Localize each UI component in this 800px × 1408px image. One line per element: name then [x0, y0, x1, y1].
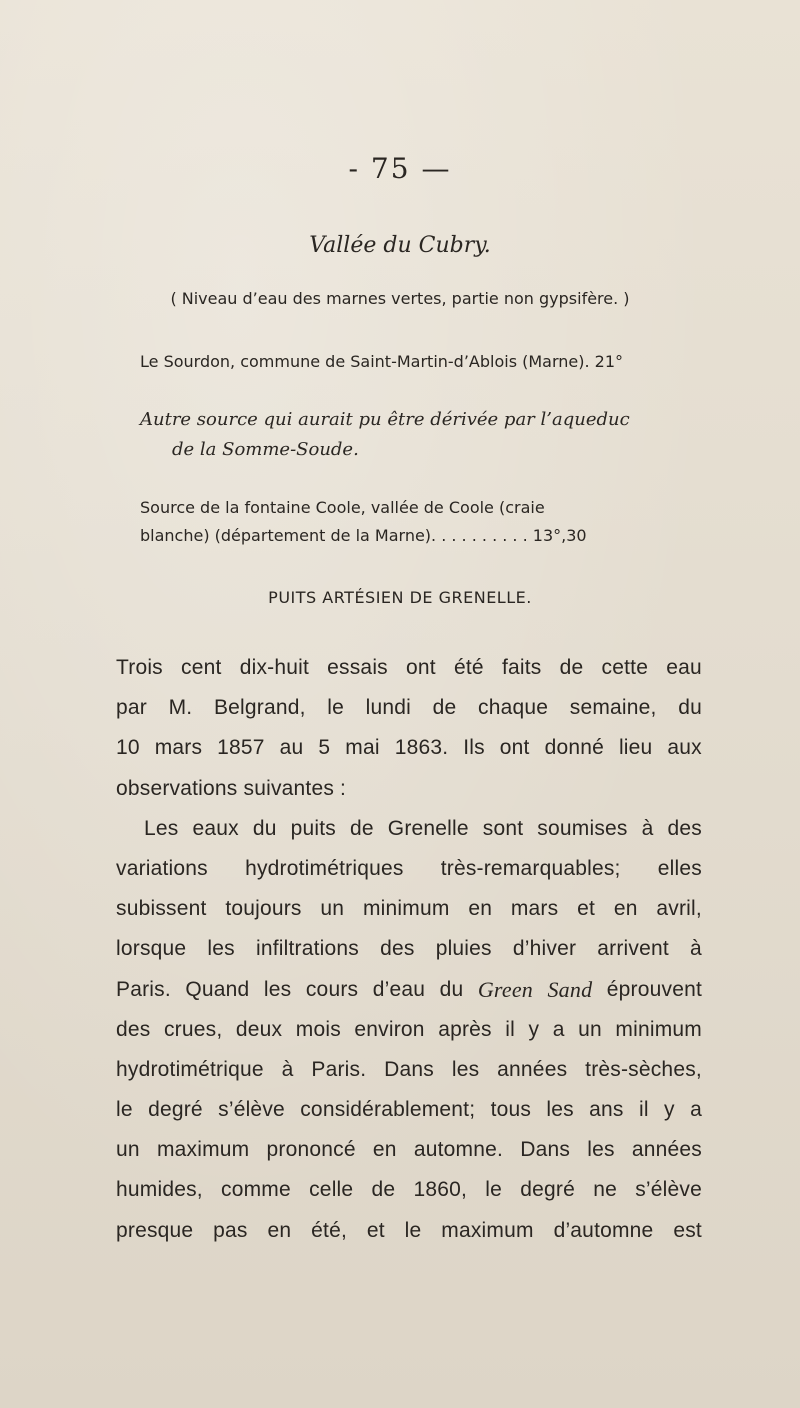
section-subtitle: ( Niveau d’eau des marnes vertes, partie non gypsifère. ) [170, 289, 630, 308]
entry-coole-line-2: blanche) (département de la Marne). . . . . . . . . . 13°,30 [140, 526, 587, 545]
text-line: 10 mars 1857 au 5 mai 1863. Ils ont donné lieu aux [116, 736, 702, 760]
text-line: Trois cent dix-huit essais ont été faits de cette eau [116, 656, 702, 679]
page-number: - 75 — [348, 152, 452, 185]
text-line: hydrotimétrique à Paris. Dans les années très-sèches, [116, 1057, 702, 1081]
text-line: Les eaux du puits de Grenelle sont soumises à des [144, 816, 702, 840]
section-title: Vallée du Cubry. [309, 233, 491, 258]
text-line: lorsque les infiltrations des pluies d’hiver arrivent à [116, 937, 702, 961]
text-line: des crues, deux mois environ après il y a un minimum [116, 1017, 702, 1041]
text-line: subissent toujours un minimum en mars et en avril, [116, 897, 702, 921]
entry-sourdon: Le Sourdon, commune de Saint-Martin-d’Ablois (Marne). 21° [140, 352, 624, 371]
text-line: presque pas en été, et le maximum d’automne est [116, 1218, 702, 1242]
text-line: observations suivantes : [116, 776, 347, 800]
text-line: variations hydrotimétriques très-remarquables; elles [116, 856, 702, 880]
text-line: un maximum prononcé en automne. Dans les années [116, 1138, 702, 1162]
note-line-1: Autre source qui aurait pu être dérivée par l’aqueduc [140, 409, 630, 430]
body-text [116, 648, 702, 1251]
text-line: humides, comme celle de 1860, le degré ne s’élève [116, 1178, 702, 1202]
text-line: le degré s’élève considérablement; tous les ans il y a [116, 1098, 702, 1122]
note-line-2: de la Somme-Soude. [172, 439, 359, 460]
text-line: Paris. Quand les cours d’eau du Green Sand éprouvent [116, 976, 702, 1002]
entry-coole-line-1: Source de la fontaine Coole, vallée de Coole (craie [140, 498, 545, 517]
text-line: par M. Belgrand, le lundi de chaque semaine, du [116, 696, 702, 720]
section-heading: PUITS ARTÉSIEN DE GRENELLE. [268, 588, 532, 607]
